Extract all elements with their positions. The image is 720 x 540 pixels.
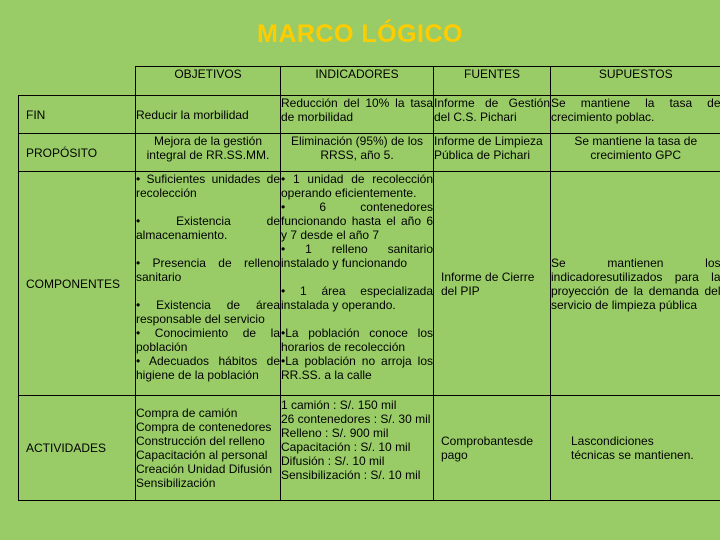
actividades-indicadores [281, 396, 434, 501]
header-objetivos: OBJETIVOS [136, 67, 281, 96]
fin-indicador: Reducción del 10% la tasa de morbilidad [281, 96, 434, 134]
actividad-indicador-item: 26 contenedores : S/. 30 mil [281, 412, 431, 426]
componente-objetivo-item: • Conocimiento de la población [136, 326, 280, 354]
componente-indicador-item: • 1 unidad de recolección operando eficientemente. [281, 172, 433, 200]
componente-objetivo-item: • Presencia de relleno sanitario [136, 256, 280, 284]
row-label-fin: FIN [19, 96, 136, 134]
header-row [19, 67, 720, 96]
actividad-indicador-item: Difusión : S/. 10 mil [281, 454, 385, 468]
componente-objetivo-item: • Existencia de área responsable del servicio [136, 298, 280, 326]
row-componentes [19, 172, 720, 396]
fin-objetivo: Reducir la morbilidad [136, 96, 281, 134]
actividades-objetivos [136, 396, 281, 501]
actividad-objetivo-item: Creación Unidad Difusión [136, 462, 273, 476]
header-fuentes: FUENTES [434, 67, 551, 96]
actividad-indicador-item: Relleno : S/. 900 mil [281, 426, 389, 440]
actividad-objetivo-item: Sensibilización [136, 476, 216, 490]
actividad-objetivo-item: Compra de camión [136, 406, 238, 420]
logical-framework-table [18, 66, 720, 501]
row-label-proposito: PROPÓSITO [19, 134, 136, 172]
componentes-indicadores [281, 172, 434, 396]
proposito-objetivo: Mejora de la gestión integral de RR.SS.MM. [136, 134, 281, 172]
componente-indicador-item: •La población no arroja los RR.SS. a la calle [281, 354, 433, 382]
componente-objetivo-item: • Adecuados hábitos de higiene de la población [136, 354, 280, 382]
page-title: MARCO LÓGICO [257, 20, 463, 48]
row-actividades [19, 396, 720, 501]
componentes-supuesto: Se mantienen los indicadoresutilizados para la proyección de la demanda del servicio de limpieza pública [551, 172, 720, 396]
componente-objetivo-item: • Suficientes unidades de recolección [136, 172, 280, 200]
proposito-fuente: Informe de Limpieza Pública de Pichari [434, 134, 551, 172]
componente-indicador-item: • 6 contenedores funcionando hasta el año 6 y 7 desde el año 7 [281, 200, 433, 242]
componente-indicador-item: • 1 relleno sanitario instalado y funcionando [281, 242, 433, 270]
fin-fuente: Informe de Gestión del C.S. Pichari [434, 96, 551, 134]
actividades-fuente: Comprobantesde pago [434, 396, 551, 501]
proposito-indicador: Eliminación (95%) de los RRSS, año 5. [281, 134, 434, 172]
fin-supuesto: Se mantiene la tasa de crecimiento poblac. [551, 96, 720, 134]
componente-objetivo-item: • Existencia de almacenamiento. [136, 214, 280, 242]
componente-indicador-item: • 1 área especializada instalada y operando. [281, 284, 433, 312]
actividad-objetivo-item: Capacitación al personal [136, 448, 268, 462]
actividad-objetivo-item: Compra de contenedores [136, 420, 272, 434]
actividad-indicador-item: 1 camión : S/. 150 mil [281, 398, 397, 412]
actividad-indicador-item: Sensibilización : S/. 10 mil [281, 468, 421, 482]
componentes-fuente: Informe de Cierre del PIP [434, 172, 551, 396]
row-label-actividades: ACTIVIDADES [19, 396, 136, 501]
row-proposito [19, 134, 720, 172]
row-fin [19, 96, 720, 134]
componentes-objetivos [136, 172, 281, 396]
actividad-objetivo-item: Construcción del relleno [136, 434, 265, 448]
actividades-supuesto: Lascondiciones técnicas se mantienen. [551, 396, 720, 501]
header-indicadores: INDICADORES [281, 67, 434, 96]
actividad-indicador-item: Capacitación : S/. 10 mil [281, 440, 411, 454]
row-label-componentes: COMPONENTES [19, 172, 136, 396]
componente-indicador-item: •La población conoce los horarios de recolección [281, 326, 433, 354]
proposito-supuesto: Se mantiene la tasa de crecimiento GPC [551, 134, 720, 172]
header-supuestos: SUPUESTOS [551, 67, 720, 96]
